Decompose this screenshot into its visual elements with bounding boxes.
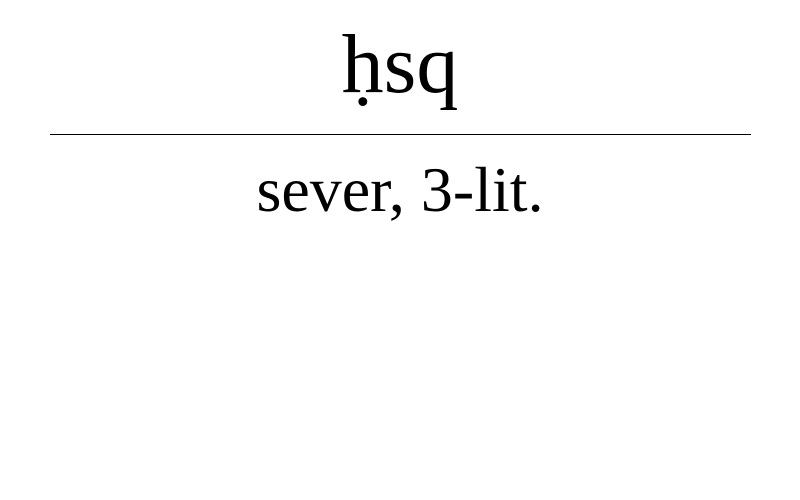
divider-line [50, 134, 751, 135]
transliteration-headword: ḥsq [341, 18, 459, 111]
meaning-gloss: sever, 3-lit. [256, 154, 544, 225]
